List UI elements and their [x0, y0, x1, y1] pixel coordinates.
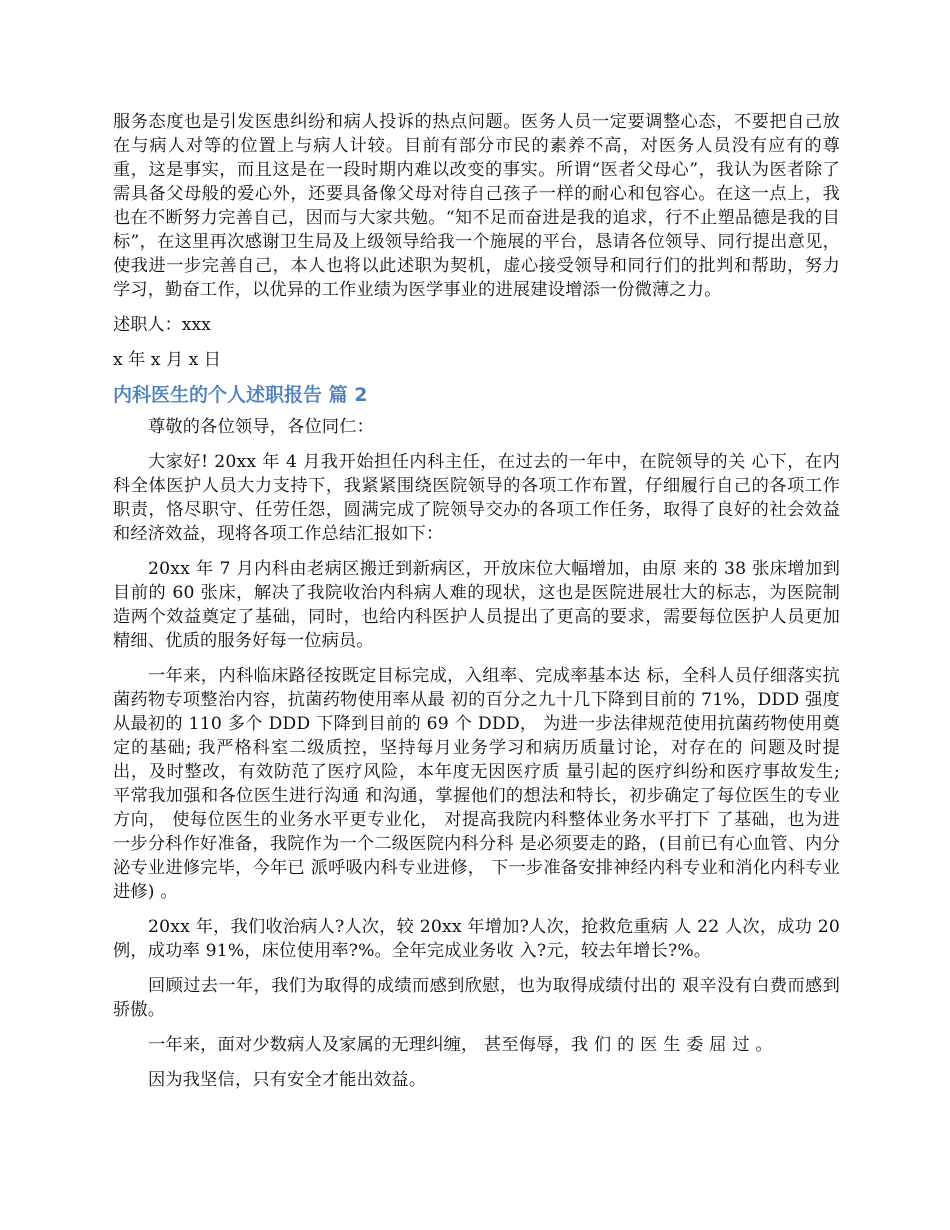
body-paragraph-ward-move: 20xx 年 7 月内科由老病区搬迁到新病区，开放床位大幅增加，由原 来的 38 张床增加到目前的 60 张床，解决了我院收治内科病人难的现状，这也是医院进展壮大的标志，为医院制造两个效益奠定了基础，同时，也给内科医护人员提出了更高的要求，需要每位医护人员更加 精细、优质的服务好每一位病员。: [113, 559, 840, 651]
body-paragraph-statistics: 20xx 年，我们收治病人?人次，较 20xx 年增加?人次，抢救危重病 人 22 人次，成功 20 例，成功率 91%，床位使用率?%。全年完成业务收 入?元，较去年增长?%。: [113, 917, 840, 961]
body-paragraph-greeting: 大家好! 20xx 年 4 月我开始担任内科主任，在过去的一年中，在院领导的关 心下，在内科全体医护人员大力支持下，我紧紧围绕医院领导的各项工作布置，仔细履行自己的各项工作职责，恪尽职守、任劳任怨，圆满完成了院领导交办的各项工作任务，取得了良好的社会效益和经济效益，现将各项工作总结汇报如下：: [113, 452, 840, 544]
body-paragraph-patients: 一年来，面对少数病人及家属的无理纠缠， 甚至侮辱，我 们 的 医 生 委 屈 过 。: [148, 1035, 773, 1055]
body-paragraph-review: 回顾过去一年，我们为取得的成绩而感到欣慰，也为取得成绩付出的 艰辛没有白费而感到骄傲。: [113, 976, 840, 1020]
signature-line: 述职人：xxx: [113, 315, 211, 335]
document-page: [113, 110, 840, 1092]
salutation-paragraph: 尊敬的各位领导，各位同仁：: [148, 417, 375, 437]
body-paragraph-safety: 因为我坚信，只有安全才能出效益。: [148, 1070, 427, 1090]
body-paragraph-clinical-path: 一年来，内科临床路径按既定目标完成，入组率、完成率基本达 标，全科人员仔细落实抗菌药物专项整治内容，抗菌药物使用率从最 初的百分之九十几下降到目前的 71%，DDD 强度从最初的 110 多个 DDD 下降到目前的 69 个 DDD， 为进一步法律规范使用抗菌药物使用奠定的基础; 我严格科室二级质控，坚持每月业务学习和病历质量讨论，对存在的 问题及时提出，及时整改，有效防范了医疗风险，本年度无因医疗质 量引起的医疗纠纷和医疗事故发生; 平常我加强和各位医生进行沟通 和沟通，掌握他们的想法和特长，初步确定了每位医生的专业方向， 使每位医生的业务水平更专业化， 对提高我院内科整体业务水平打下 了基础，也为进一步分科作好准备，我院作为一个二级医院内科分科 是必须要走的路，(目前已有心血管、内分泌专业进修完毕，今年已 派呼吸内科专业进修， 下一步准备安排神经内科专业和消化内科专业 进修) 。: [113, 666, 840, 902]
date-line: x 年 x 月 x 日: [113, 350, 221, 370]
intro-paragraph: 服务态度也是引发医患纠纷和病人投诉的热点问题。医务人员一定要调整心态，不要把自己放在与病人对等的位置上与病人计较。目前有部分市民的素养不高，对医务人员没有应有的尊重，这是事实，而且这是在一段时期内难以改变的事实。所谓“医者父母心”，我认为医者除了需具备父母般的爱心外，还要具备像父母对待自己孩子一样的耐心和包容心。在这一点上，我也在不断努力完善自己，因而与大家共勉。“知不足而奋进是我的追求，行不止塑品德是我的目标”，在这里再次感谢卫生局及上级领导给我一个施展的平台，恳请各位领导、同行提出意见，使我进一步完善自己，本人也将以此述职为契机，虚心接受领导和同行们的批判和帮助，努力学习，勤奋工作，以优异的工作业绩为医学事业的进展建设增添一份微薄之力。: [113, 112, 840, 300]
section-heading: 内科医生的个人述职报告 篇 2: [113, 384, 368, 406]
